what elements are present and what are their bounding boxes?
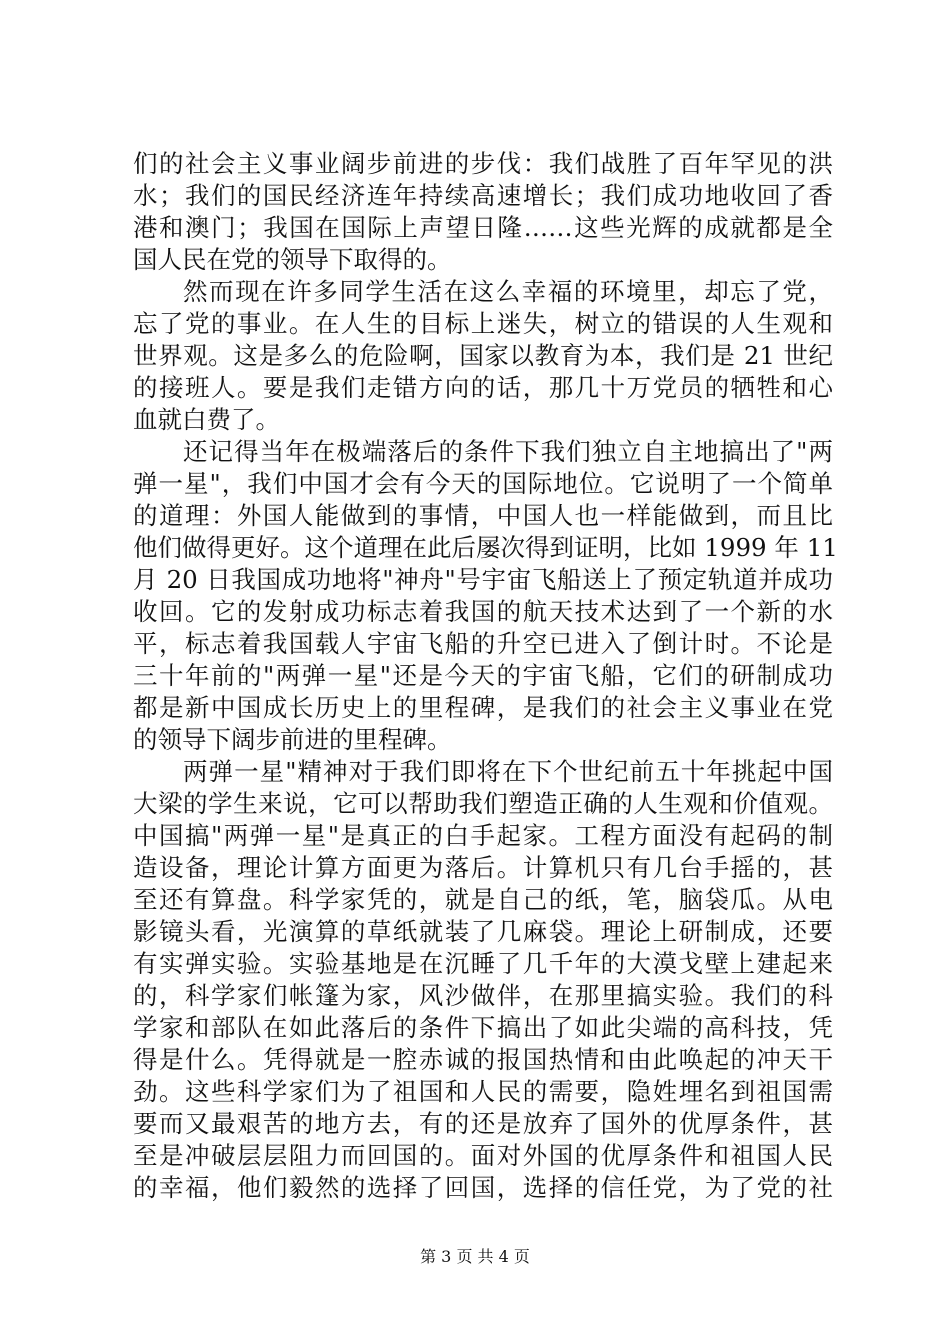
paragraph: [133, 756, 833, 1204]
text-line: 们的社会主义事业阔步前进的步伐：我们战胜了百年罕见的洪: [133, 149, 833, 178]
text-line: 造设备，理论计算方面更为落后。计算机只有几台手摇的，甚: [133, 853, 833, 882]
text-line: 得是什么。凭得就是一腔赤诚的报国热情和由此唤起的冲天干: [133, 1045, 833, 1074]
text-line: 中国搞"两弹一星"是真正的白手起家。工程方面没有起码的制: [133, 821, 833, 850]
text-line: 三十年前的"两弹一星"还是今天的宇宙飞船，它们的研制成功: [133, 661, 833, 690]
text-line: 国人民在党的领导下取得的。: [133, 245, 452, 274]
text-line: 的，科学家们帐篷为家，风沙做伴，在那里搞实验。我们的科: [133, 981, 833, 1010]
text-line: 忘了党的事业。在人生的目标上迷失，树立的错误的人生观和: [133, 309, 833, 338]
text-line: 港和澳门；我国在国际上声望日隆……这些光辉的成就都是全: [133, 213, 833, 242]
text-line: 的幸福，他们毅然的选择了回国，选择的信任党，为了党的社: [133, 1173, 833, 1202]
text-line: 大梁的学生来说，它可以帮助我们塑造正确的人生观和价值观。: [133, 789, 833, 818]
paragraph: [133, 276, 833, 436]
text-line: 至是冲破层层阻力而回国的。面对外国的优厚条件和祖国人民: [133, 1141, 833, 1170]
text-line: 月 20 日我国成功地将"神舟"号宇宙飞船送上了预定轨道并成功: [133, 565, 833, 594]
text-line: 然而现在许多同学生活在这么幸福的环境里，却忘了党，: [183, 277, 833, 306]
paragraph: [133, 436, 838, 756]
text-line: 平，标志着我国载人宇宙飞船的升空已进入了倒计时。不论是: [133, 629, 833, 658]
text-line: 还记得当年在极端落后的条件下我们独立自主地搞出了"两: [183, 437, 833, 466]
text-line: 影镜头看，光演算的草纸就装了几麻袋。理论上研制成，还要: [133, 917, 833, 946]
text-line: 都是新中国成长历史上的里程碑，是我们的社会主义事业在党: [133, 693, 833, 722]
text-line: 的接班人。要是我们走错方向的话，那几十万党员的牺牲和心: [133, 373, 833, 402]
text-line: 的领导下阔步前进的里程碑。: [133, 725, 452, 754]
text-line: 收回。它的发射成功标志着我国的航天技术达到了一个新的水: [133, 597, 833, 626]
text-line: 学家和部队在如此落后的条件下搞出了如此尖端的高科技，凭: [133, 1013, 833, 1042]
text-line: 他们做得更好。这个道理在此后屡次得到证明，比如 1999 年 11: [133, 533, 838, 562]
text-line: 的道理：外国人能做到的事情，中国人也一样能做到，而且比: [133, 501, 833, 530]
text-line: 至还有算盘。科学家凭的，就是自己的纸，笔，脑袋瓜。从电: [133, 885, 833, 914]
text-line: 劲。这些科学家们为了祖国和人民的需要，隐姓埋名到祖国需: [133, 1077, 833, 1106]
text-line: 有实弹实验。实验基地是在沉睡了几千年的大漠戈壁上建起来: [133, 949, 833, 978]
text-line: 世界观。这是多么的危险啊，国家以教育为本，我们是 21 世纪: [133, 341, 833, 370]
text-line: 两弹一星"精神对于我们即将在下个世纪前五十年挑起中国: [183, 757, 833, 786]
page-footer: 第 3 页 共 4 页: [420, 1247, 530, 1266]
text-line: 要而又最艰苦的地方去，有的还是放弃了国外的优厚条件，甚: [133, 1109, 833, 1138]
paragraph: [133, 148, 833, 276]
document-body: [133, 148, 838, 1204]
text-line: 水；我们的国民经济连年持续高速增长；我们成功地收回了香: [133, 181, 833, 210]
text-line: 弹一星"，我们中国才会有今天的国际地位。它说明了一个简单: [133, 469, 833, 498]
text-line: 血就白费了。: [133, 405, 280, 434]
